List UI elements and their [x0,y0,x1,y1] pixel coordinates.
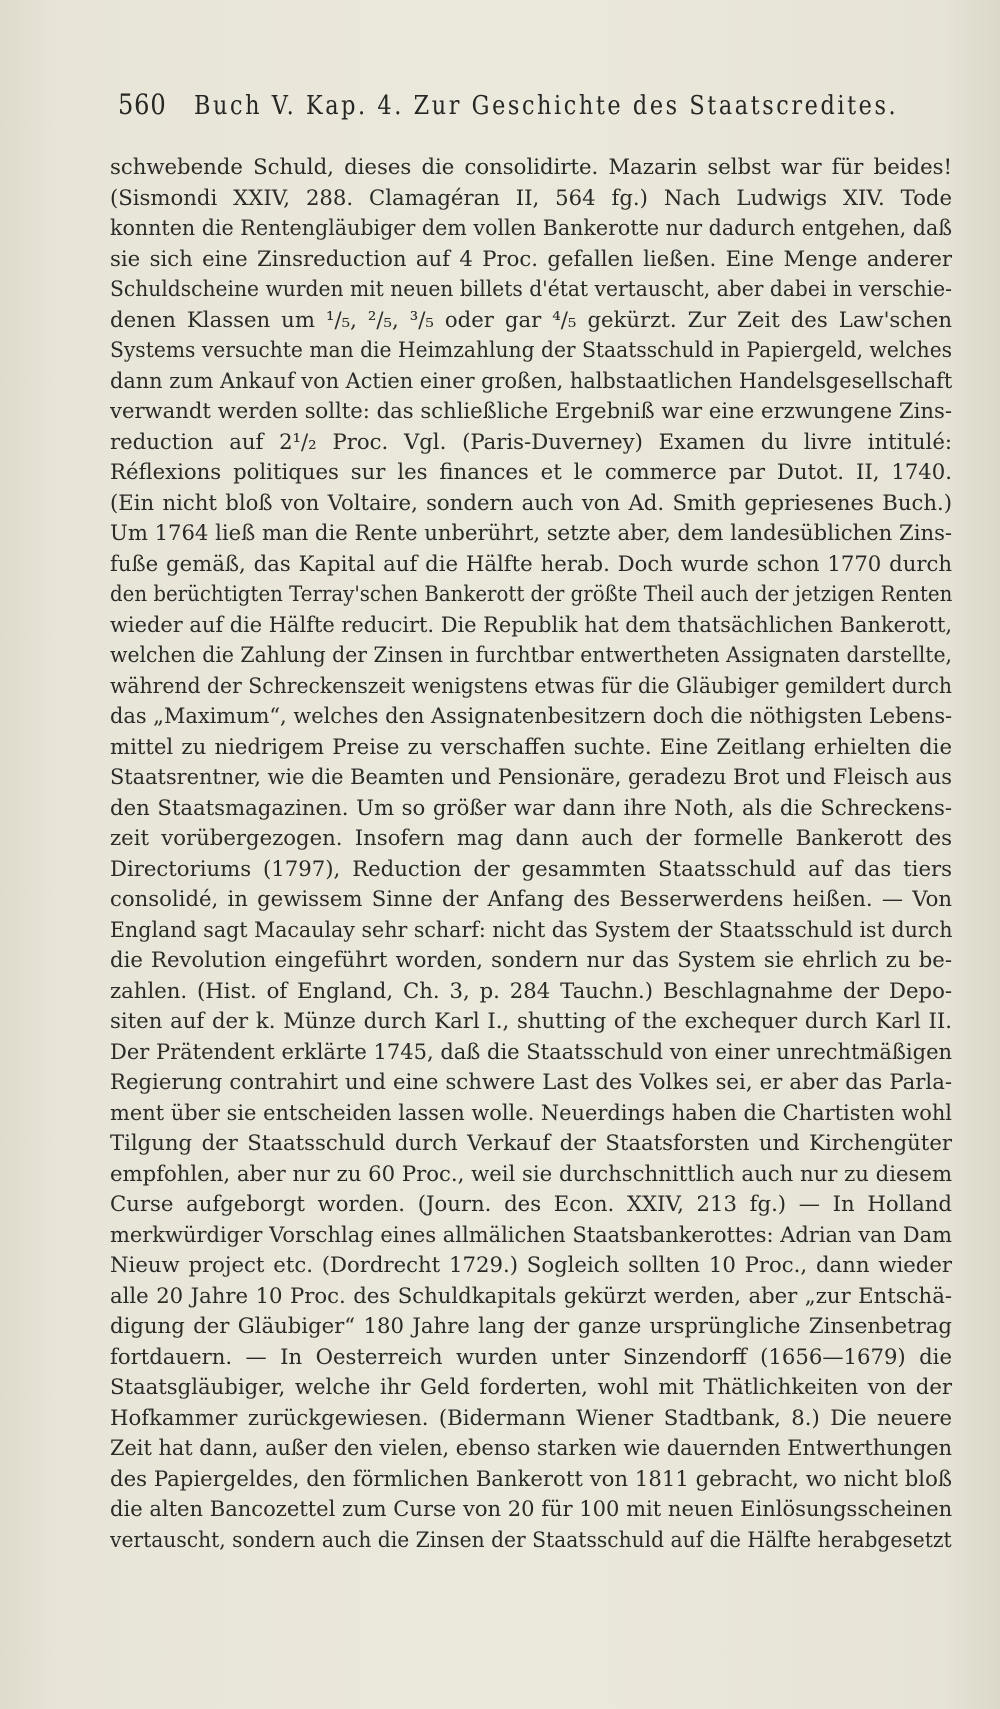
text-line: den berüchtigten Terray'schen Bankerott der größte Theil auch der jetzigen Renten [110,581,952,606]
text-line: Schuldscheine wurden mit neuen billets d'état vertauscht, aber dabei in verschie- [110,276,952,301]
text-line: merkwürdiger Vorschlag eines allmälichen Staatsbankerottes: Adrian van Dam [110,1221,952,1247]
text-line: schwebende Schuld, dieses die consolidirte. Mazarin selbst war für beides! [110,154,952,179]
text-line: dann zum Ankauf von Actien einer großen, halbstaatlichen Handelsgesellschaft [110,367,952,393]
text-line: Regierung contrahirt und eine schwere Last des Volkes sei, er aber das Parla- [110,1069,952,1094]
text-line: welchen die Zahlung der Zinsen in furchtbar entwertheten Assignaten darstellte, [110,642,953,667]
text-line: die alten Bancozettel zum Curse von 20 für 100 mit neuen Einlösungsscheinen [110,1496,952,1521]
text-line: siten auf der k. Münze durch Karl I., shutting of the exchequer durch Karl II. [110,1008,952,1033]
text-line: verwandt werden sollte: das schließliche Ergebniß war eine erzwungene Zins- [110,398,952,423]
text-line: Zeit hat dann, außer den vielen, ebenso starken wie dauernden Entwerthungen [110,1435,953,1460]
text-line: fortdauern. — In Oesterreich wurden unter Sinzendorff (1656—1679) die [110,1343,952,1369]
text-line: Staatsgläubiger, welche ihr Geld forderten, wohl mit Thätlichkeiten von der [110,1374,952,1399]
text-line: zeit vorübergezogen. Insofern mag dann auch der formelle Bankerott des [110,825,952,850]
running-head [118,88,898,128]
text-line: mittel zu niedrigem Preise zu verschaffen suchte. Eine Zeitlang erhielten die [110,733,952,759]
running-title: Buch V. Kap. 4. Zur Geschichte des Staatscredites. [193,91,899,121]
text-line: Um 1764 ließ man die Rente unberührt, setzte aber, dem landesüblichen Zins- [110,520,952,545]
text-line: konnten die Rentengläubiger dem vollen Bankerotte nur dadurch entgehen, daß [110,215,953,240]
text-line: Systems versuchte man die Heimzahlung der Staatsschuld in Papiergeld, welches [110,337,952,362]
text-line: Curse aufgeborgt worden. (Journ. des Econ. XXIV, 213 fg.) — In Holland [110,1191,952,1216]
text-line: digung der Gläubiger“ 180 Jahre lang der ganze ursprüngliche Zinsenbetrag [110,1313,952,1338]
text-line: zahlen. (Hist. of England, Ch. 3, p. 284 Tauchn.) Beschlagnahme der Depo- [110,977,952,1003]
body-text [110,152,952,1555]
text-line: Nieuw project etc. (Dordrecht 1729.) Sogleich sollten 10 Proc., dann wieder [110,1252,952,1277]
text-line: Staatsrentner, wie die Beamten und Pensionäre, geradezu Brot und Fleisch aus [110,764,953,789]
text-line: Réflexions politiques sur les finances et le commerce par Dutot. II, 1740. [110,459,952,484]
text-line: alle 20 Jahre 10 Proc. des Schuldkapitals gekürzt werden, aber „zur Entschä- [110,1282,952,1308]
page-number: 560 [118,88,167,121]
text-line: consolidé, in gewissem Sinne der Anfang des Besserwerdens heißen. — Von [110,886,952,911]
text-line: empfohlen, aber nur zu 60 Proc., weil sie durchschnittlich auch nur zu diesem [110,1160,952,1186]
text-line: vertauscht, sondern auch die Zinsen der Staatsschuld auf die Hälfte herabgesetzt [110,1526,952,1552]
text-line: sie sich eine Zinsreduction auf 4 Proc. gefallen ließen. Eine Menge anderer [110,245,952,271]
text-line: des Papiergeldes, den förmlichen Bankerott von 1811 gebracht, wo nicht bloß [110,1465,952,1491]
text-line: Tilgung der Staatsschuld durch Verkauf der Staatsforsten und Kirchengüter [110,1130,952,1155]
text-line: das „Maximum“, welches den Assignatenbesitzern doch die nöthigsten Lebens- [110,703,952,728]
text-line: wieder auf die Hälfte reducirt. Die Republik hat dem thatsächlichen Bankerott, [110,611,952,637]
text-line: die Revolution eingeführt worden, sondern nur das System sie ehrlich zu be- [110,947,952,972]
text-line: während der Schreckenszeit wenigstens etwas für die Gläubiger gemildert durch [110,672,953,698]
text-line: Der Prätendent erklärte 1745, daß die Staatsschuld von einer unrechtmäßigen [110,1038,953,1064]
text-line: (Ein nicht bloß von Voltaire, sondern auch von Ad. Smith gepriesenes Buch.) [110,489,952,515]
text-line: denen Klassen um ¹/₅, ²/₅, ³/₅ oder gar ⁴/₅ gekürzt. Zur Zeit des Law'schen [110,306,952,332]
text-line: ment über sie entscheiden lassen wolle. Neuerdings haben die Chartisten wohl [110,1099,952,1125]
text-line: den Staatsmagazinen. Um so größer war dann ihre Noth, als die Schreckens- [110,794,952,820]
text-line: (Sismondi XXIV, 288. Clamagéran II, 564 fg.) Nach Ludwigs XIV. Tode [110,184,952,210]
text-line: reduction auf 2¹/₂ Proc. Vgl. (Paris-Duverney) Examen du livre intitulé: [110,428,952,454]
text-line: England sagt Macaulay sehr scharf: nicht das System der Staatsschuld ist durch [110,916,953,942]
text-line: Hofkammer zurückgewiesen. (Bidermann Wiener Stadtbank, 8.) Die neuere [110,1404,952,1430]
text-line: Directoriums (1797), Reduction der gesammten Staatsschuld auf das tiers [110,855,952,881]
text-line: fuße gemäß, das Kapital auf die Hälfte herab. Doch wurde schon 1770 durch [110,550,952,576]
